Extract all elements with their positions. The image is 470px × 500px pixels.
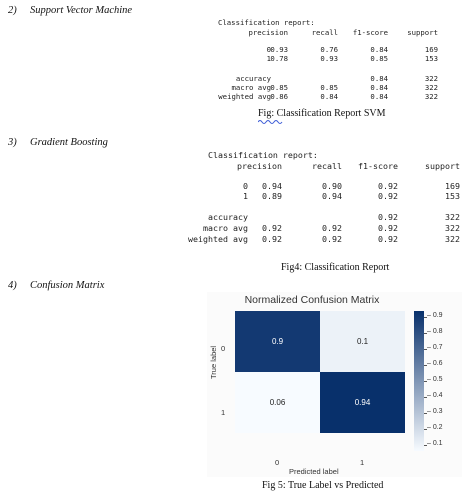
row-value: 0.84 <box>370 45 388 54</box>
chart-title: Normalized Confusion Matrix <box>244 294 380 306</box>
figure-caption-gb: Fig4: Classification Report <box>281 262 390 273</box>
row-value: 169 <box>424 45 438 54</box>
colorbar-tick-label: – 0.3 <box>427 407 443 415</box>
row-value: 322 <box>445 212 460 222</box>
matrix-cell <box>235 372 320 433</box>
report-row <box>218 92 463 102</box>
row-value: 0.92 <box>378 181 398 191</box>
y-tick-label: 0 <box>221 344 226 353</box>
colorbar <box>414 311 424 451</box>
row-value: 0.84 <box>320 92 338 101</box>
header-f1-score: f1-score <box>358 161 398 171</box>
report-row <box>203 223 464 233</box>
section-title: Gradient Boosting <box>30 137 108 148</box>
y-tick-label: 1 <box>221 408 226 417</box>
row-value: 322 <box>445 234 460 244</box>
row-label: macro avg <box>231 83 271 92</box>
header-support: support <box>407 28 438 37</box>
row-value: 0.85 <box>270 83 288 92</box>
header-recall: recall <box>311 28 338 37</box>
figure-caption-svm: Fig: Classification Report SVM <box>258 108 386 119</box>
matrix-cell <box>235 311 320 372</box>
row-value: 0.94 <box>322 191 342 201</box>
spellcheck-underline <box>258 119 284 124</box>
classification-report-gb <box>188 150 464 250</box>
report-row <box>208 181 464 191</box>
row-value: 0.89 <box>262 191 282 201</box>
report-row <box>208 191 464 201</box>
header-recall: recall <box>312 161 342 171</box>
row-value: 322 <box>424 74 438 83</box>
row-label: 0 <box>243 181 248 191</box>
row-value: 0.86 <box>270 92 288 101</box>
row-value: 153 <box>424 54 438 63</box>
colorbar-tick-label: – 0.1 <box>427 439 443 447</box>
row-value: 169 <box>445 181 460 191</box>
x-tick-label: 0 <box>275 458 280 467</box>
section-heading-svm <box>8 5 132 16</box>
header-precision: precision <box>248 28 288 37</box>
section-title: Confusion Matrix <box>30 280 105 291</box>
report-row <box>208 212 464 222</box>
report-row <box>188 234 464 244</box>
section-heading-gb <box>8 137 108 148</box>
row-label: weighted avg <box>218 92 271 101</box>
classification-report-svm <box>218 18 463 108</box>
section-heading-cm <box>8 280 104 291</box>
row-value: 0.92 <box>378 234 398 244</box>
row-value: 0.92 <box>262 234 282 244</box>
matrix-cell <box>320 372 405 433</box>
row-value: 0.92 <box>262 223 282 233</box>
row-value: 0.78 <box>270 54 288 63</box>
colorbar-tick-label: – 0.4 <box>427 391 443 399</box>
y-axis-label: True label <box>209 345 218 379</box>
row-value: 322 <box>445 223 460 233</box>
row-value: 0.92 <box>322 234 342 244</box>
section-number: 3) <box>8 137 17 148</box>
row-value: 0.92 <box>378 223 398 233</box>
report-header-row <box>208 161 464 171</box>
row-value: 0.85 <box>320 83 338 92</box>
row-value: 0.92 <box>322 223 342 233</box>
row-label: 1 <box>243 191 248 201</box>
matrix-cell <box>320 311 405 372</box>
confusion-matrix-figure <box>207 292 462 477</box>
row-value: 0.92 <box>378 191 398 201</box>
figure-caption-cm: Fig 5: True Label vs Predicted <box>262 480 384 491</box>
row-value: 0.84 <box>370 92 388 101</box>
x-tick-label: 1 <box>360 458 365 467</box>
cell-value: 0.06 <box>269 398 286 407</box>
report-title: Classification report: <box>218 18 315 27</box>
row-value: 0.90 <box>322 181 342 191</box>
header-support: support <box>425 161 460 171</box>
row-label: 0 <box>266 45 271 54</box>
colorbar-tick-label: – 0.9 <box>427 312 443 320</box>
colorbar-tick-label: – 0.6 <box>427 360 443 368</box>
row-value: 0.92 <box>378 212 398 222</box>
report-row <box>218 54 463 64</box>
row-value: 0.93 <box>320 54 338 63</box>
row-value: 153 <box>445 191 460 201</box>
colorbar-tick-label: – 0.7 <box>427 344 443 352</box>
row-value: 0.84 <box>370 83 388 92</box>
section-title: Support Vector Machine <box>30 5 133 16</box>
row-label: macro avg <box>203 223 248 233</box>
x-axis-label: Predicted label <box>289 467 339 476</box>
row-value: 322 <box>424 92 438 101</box>
row-value: 0.93 <box>270 45 288 54</box>
row-value: 0.84 <box>370 74 388 83</box>
cell-value: 0.1 <box>356 337 369 346</box>
row-label: accuracy <box>235 74 271 83</box>
cell-value: 0.9 <box>271 337 284 346</box>
row-value: 322 <box>424 83 438 92</box>
row-value: 0.94 <box>262 181 282 191</box>
cell-value: 0.94 <box>354 398 371 407</box>
header-f1-score: f1-score <box>352 28 388 37</box>
section-number: 4) <box>8 280 17 291</box>
row-label: weighted avg <box>188 234 248 244</box>
row-value: 0.76 <box>320 45 338 54</box>
colorbar-tick-label: – 0.5 <box>427 376 443 383</box>
colorbar-ticks <box>424 311 454 451</box>
report-header-row <box>218 28 463 38</box>
colorbar-tick-label: – 0.2 <box>427 423 443 431</box>
row-label: 1 <box>266 54 271 63</box>
colorbar-tick-label: – 0.8 <box>427 328 443 336</box>
row-label: accuracy <box>208 212 248 222</box>
section-number: 2) <box>8 5 17 16</box>
header-precision: precision <box>237 161 282 171</box>
row-value: 0.85 <box>370 54 388 63</box>
report-title: Classification report: <box>208 150 318 160</box>
